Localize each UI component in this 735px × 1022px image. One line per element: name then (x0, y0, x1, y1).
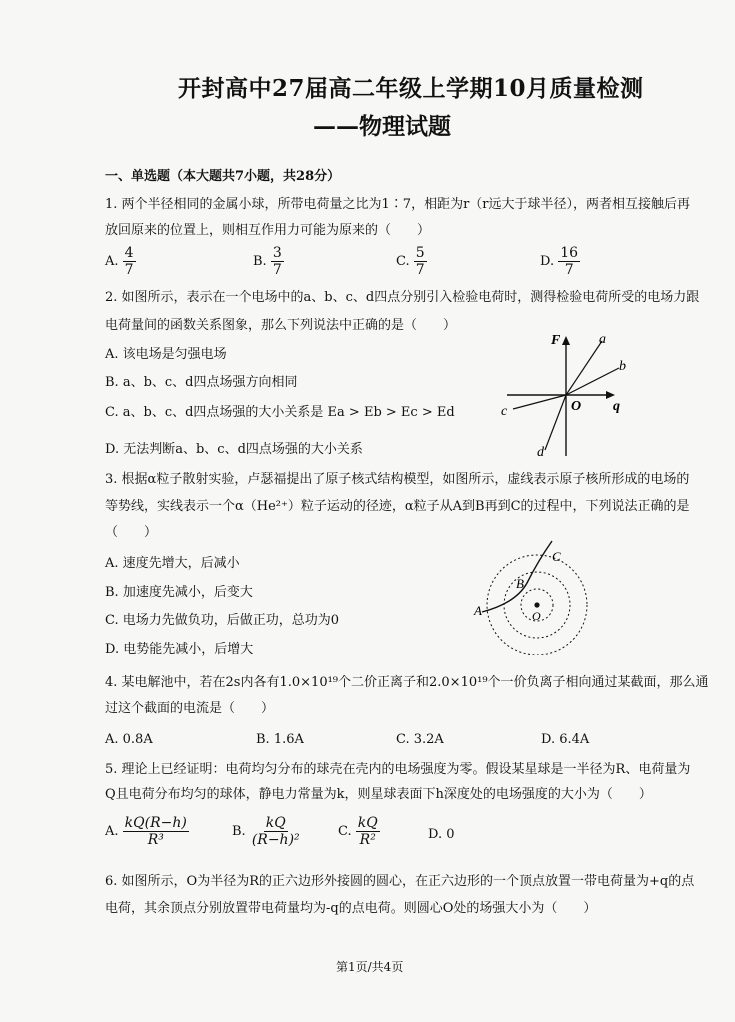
fraction (250, 815, 302, 848)
denominator: 7 (124, 262, 134, 278)
q3-option-d: D. 电势能先减小，后增大 (105, 642, 254, 657)
q6-line2: 电荷，其余顶点分别放置带电荷量均为-q的点电荷。则圆心O处的场强大小为（ ） (105, 901, 597, 916)
label-b: b (619, 359, 626, 374)
q2-option-b: B. a、b、c、d四点场强方向相同 (105, 375, 298, 390)
q2-option-d: D. 无法判断a、b、c、d四点场强的大小关系 (105, 442, 363, 457)
option-label: A. (105, 824, 119, 839)
q4-option-b: B. 1.6A (256, 732, 304, 747)
q1-line2: 放回原来的位置上，则相互作用力可能为原来的（ ） (105, 223, 431, 238)
denominator: 7 (415, 262, 425, 278)
q4-option-d: D. 6.4A (541, 732, 590, 747)
q5-option-c (338, 815, 380, 848)
q5-line2: Q且电荷分布均匀的球体，静电力常量为k，则星球表面下h深度处的电场强度的大小为（ ） (105, 787, 652, 802)
denominator: R³ (147, 832, 164, 848)
q3-line2: 等势线，实线表示一个α（He²⁺）粒子运动的径迹，α粒子从A到B再到C的过程中，下列说法正确的是 (105, 499, 690, 514)
line-b (566, 368, 619, 395)
q1-option-d (540, 245, 580, 278)
q4-option-a: A. 0.8A (105, 732, 153, 747)
q4-line2: 过这个截面的电流是（ ） (105, 701, 275, 716)
q3-line3: （ ） (105, 525, 158, 540)
fraction (123, 815, 189, 848)
numerator: kQ (265, 815, 286, 831)
q2-line2: 电荷量间的函数关系图象，那么下列说法中正确的是（ ） (105, 318, 457, 333)
fraction (271, 245, 284, 278)
q3-scattering-figure (472, 537, 607, 655)
q6-line1: 6. 如图所示，O为半径为R的正六边形外接圆的圆心，在正六边形的一个顶点放置一带电荷量为+q的点 (105, 874, 695, 889)
option-label: B. (232, 824, 246, 839)
q3-option-b: B. 加速度先减小，后变大 (105, 585, 253, 600)
q3-option-c: C. 电场力先做负功，后做正功，总功为0 (105, 613, 340, 628)
label-c-point: C (552, 549, 561, 564)
option-label: D. (428, 827, 443, 842)
q5-option-a (105, 815, 189, 848)
q2-option-c: C. a、b、c、d四点场强的大小关系是 Ea > Eb > Ec > Ed (105, 405, 455, 420)
numerator: kQ (357, 815, 378, 831)
page-number: 第1页/共4页 (336, 960, 404, 974)
q2-field-graph (495, 328, 645, 460)
f-axis-arrow (562, 336, 570, 345)
label-a: a (599, 332, 606, 347)
q3-line1: 3. 根据α粒子散射实验，卢瑟福提出了原子核式结构模型，如图所示，虚线表示原子核所形成的电场的 (105, 472, 690, 487)
q1-option-b (253, 245, 284, 278)
fraction (414, 245, 427, 278)
q4-line1: 4. 某电解池中，若在2s内各有1.0×10¹⁹个二价正离子和2.0×10¹⁹个一价负离子相向通过某截面，那么通 (105, 675, 709, 690)
exam-title: 开封高中27届高二年级上学期10月质量检测 (178, 75, 644, 102)
label-d: d (537, 445, 544, 460)
q5-option-b (232, 815, 302, 848)
denominator: 7 (272, 262, 282, 278)
line-c (513, 395, 566, 409)
label-b-point: B (516, 576, 524, 591)
numerator: 4 (124, 245, 134, 261)
q1-line1: 1. 两个半径相同的金属小球，所带电荷量之比为1∶7，相距为r（r远大于球半径），两者相互接触后再 (105, 197, 691, 212)
label-c: c (501, 404, 508, 419)
exam-subtitle: ——物理试题 (313, 113, 451, 140)
denominator: (R−h)² (251, 832, 300, 848)
denominator: 7 (564, 262, 574, 278)
line-d (545, 395, 566, 450)
q-axis-arrow (606, 391, 615, 399)
option-label: B. (253, 254, 267, 269)
numerator: 5 (415, 245, 425, 261)
numerator: kQ(R−h) (124, 815, 187, 831)
label-a-point: A (474, 603, 482, 618)
label-o: O (571, 399, 582, 414)
q2-option-a: A. 该电场是匀强电场 (105, 347, 227, 362)
nucleus (534, 602, 539, 607)
label-q: q (613, 399, 620, 414)
numerator: 16 (560, 245, 579, 261)
section-heading: 一、单选题（本大题共7小题，共28分） (105, 169, 341, 184)
q2-line1: 2. 如图所示，表示在一个电场中的a、b、c、d四点分别引入检验电荷时，测得检验电荷所受的电场力跟 (105, 290, 700, 305)
label-o-center: O (532, 609, 541, 623)
option-value: 0 (446, 827, 455, 842)
fraction (558, 245, 580, 278)
option-label: D. (540, 254, 555, 269)
q1-option-c (396, 245, 427, 278)
option-label: C. (338, 824, 352, 839)
option-label: C. (396, 254, 410, 269)
q4-option-c: C. 3.2A (396, 732, 444, 747)
numerator: 3 (272, 245, 282, 261)
option-label: A. (105, 254, 119, 269)
line-a (566, 341, 602, 395)
q3-option-a: A. 速度先增大，后减小 (105, 556, 240, 571)
fraction (123, 245, 136, 278)
fraction (356, 815, 380, 848)
q1-option-a (105, 245, 136, 278)
q5-option-d (428, 827, 455, 842)
q5-line1: 5. 理论上已经证明：电荷均匀分布的球壳在壳内的电场强度为零。假设某星球是一半径为R、电荷量为 (105, 762, 691, 777)
label-f: F (551, 333, 561, 348)
denominator: R² (359, 832, 376, 848)
